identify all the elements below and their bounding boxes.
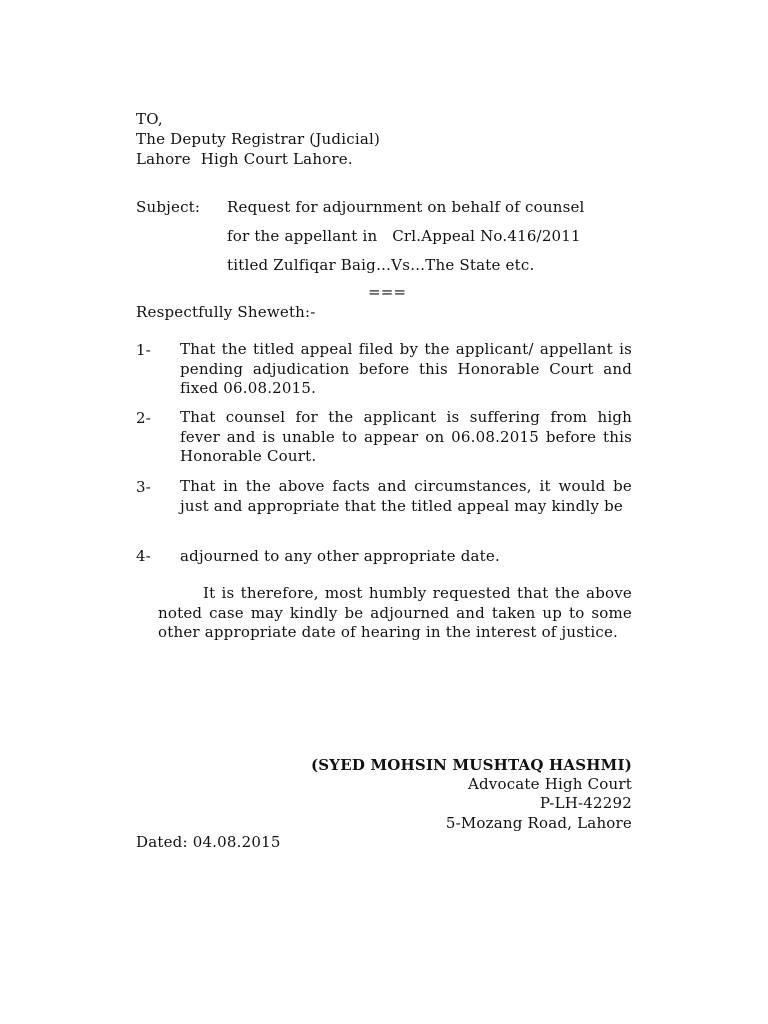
address-court: Lahore High Court Lahore. [136, 150, 353, 168]
salutation: Respectfully Sheweth:- [136, 303, 316, 321]
subject-line-2: for the appellant in Crl.Appeal No.416/2011 [227, 227, 581, 245]
paragraph-number-1: 1- [136, 341, 152, 359]
address-to: TO, [136, 110, 163, 128]
date-line: Dated: 04.08.2015 [136, 833, 281, 851]
paragraph-number-4: 4- [136, 547, 152, 565]
paragraph-text-3: That in the above facts and circumstances, it would be just and appropriate that the titled appeal may kindly be [180, 477, 632, 515]
subject-line-1: Request for adjournment on behalf of counsel [227, 198, 585, 216]
section-divider: === [368, 283, 407, 301]
signatory-license: P-LH-42292 [539, 794, 632, 812]
signatory-name: (SYED MOHSIN MUSHTAQ HASHMI) [310, 756, 632, 774]
paragraph-number-3: 3- [136, 478, 152, 496]
address-recipient: The Deputy Registrar (Judicial) [136, 130, 381, 148]
paragraph-number-2: 2- [136, 409, 152, 427]
subject-line-3: titled Zulfiqar Baig…Vs…The State etc. [227, 256, 535, 274]
signatory-address: 5-Mozang Road, Lahore [445, 814, 632, 832]
prayer-paragraph: It is therefore, most humbly requested that the above noted case may kindly be adjourned and taken up to some other appropriate date of hearing in the interest of justice. [158, 584, 632, 641]
paragraph-text-1: That the titled appeal filed by the applicant/ appellant is pending adjudication before this Honorable Court and fixed 06.08.2015. [180, 340, 632, 397]
paragraph-text-4: adjourned to any other appropriate date. [180, 547, 500, 565]
subject-label: Subject: [136, 198, 201, 216]
signatory-title: Advocate High Court [467, 775, 632, 793]
paragraph-text-2: That counsel for the applicant is suffering from high fever and is unable to appear on 06.08.2015 before this Honorable Court. [180, 408, 632, 465]
